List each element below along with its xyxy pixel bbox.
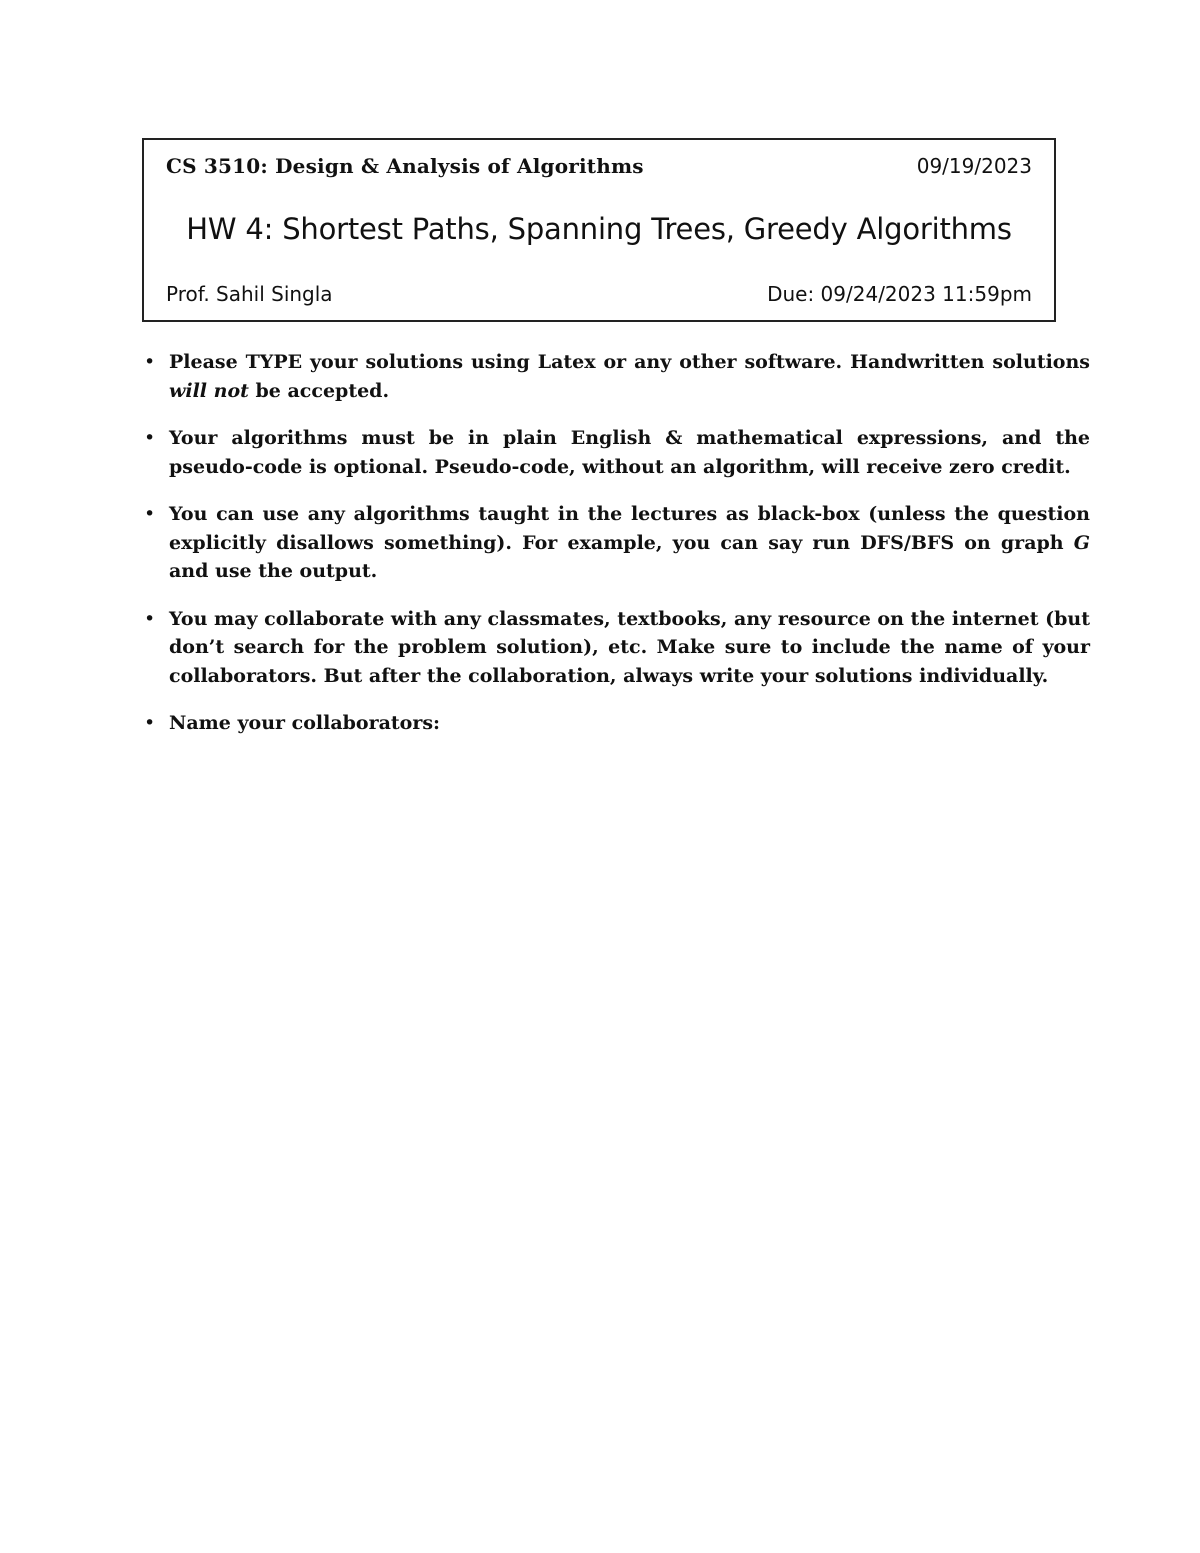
instruction-text: You may collaborate with any classmates, textbooks, any resource on the internet (but don’t search for the problem solution), etc. Make sure to include the name of your collaborators. But after the collaboration, always write your solutions individually. — [169, 607, 1090, 687]
homework-title: HW 4: Shortest Paths, Spanning Trees, Greedy Algorithms — [186, 212, 1012, 246]
math-variable: G — [1073, 531, 1090, 554]
instruction-text: You can use any algorithms taught in the lectures as black-box (unless the question explicitly disallows something). For example, you can say run DFS/BFS on graph — [169, 503, 1090, 554]
instruction-text: and use the output. — [169, 560, 378, 582]
due-date: Due: 09/24/2023 11:59pm — [767, 282, 1032, 306]
instructions-list — [142, 348, 1090, 757]
issue-date: 09/19/2023 — [916, 154, 1032, 178]
collaborators-prompt: Name your collaborators: — [169, 712, 441, 734]
instruction-item — [142, 500, 1090, 586]
course-title: CS 3510: Design & Analysis of Algorithms — [166, 154, 644, 178]
bullet-icon: • — [144, 503, 156, 525]
instruction-item — [142, 348, 1090, 405]
emphasis-text: will not — [169, 379, 249, 402]
instruction-item — [142, 424, 1090, 481]
bullet-icon: • — [144, 351, 156, 373]
header-box — [142, 138, 1056, 322]
bullet-icon: • — [144, 427, 156, 449]
instruction-item — [142, 709, 1090, 738]
instruction-text: be accepted. — [248, 379, 390, 402]
professor-name: Prof. Sahil Singla — [166, 282, 333, 306]
instruction-text: Your algorithms must be in plain English & mathematical expressions, and the pseudo-code is optional. Pseudo-code, without an algorithm, will receive zero credit. — [169, 427, 1090, 478]
instruction-item — [142, 605, 1090, 691]
bullet-icon: • — [144, 712, 156, 734]
bullet-icon: • — [144, 607, 156, 630]
instruction-text: Please TYPE your solutions using Latex or any other software. Handwritten solutions — [169, 351, 1090, 373]
